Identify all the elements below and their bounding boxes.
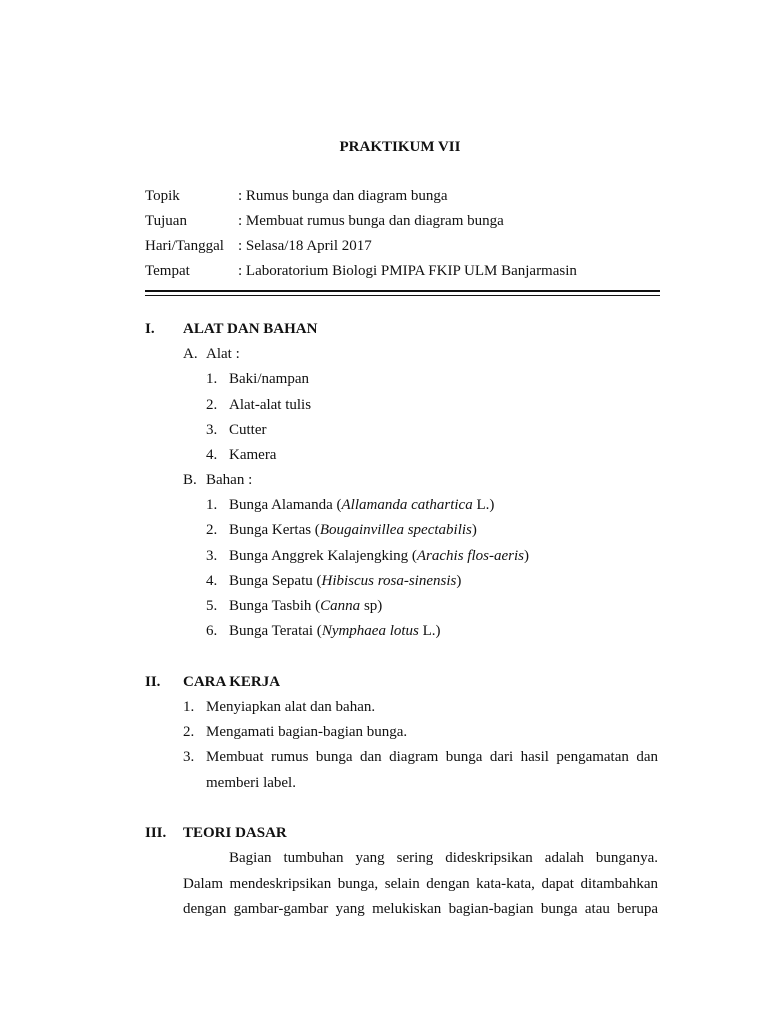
alat-item-number: 4.	[206, 447, 218, 463]
bahan-item-suffix: sp)	[360, 598, 383, 614]
section-3-title: TEORI DASAR	[183, 825, 287, 841]
bahan-item-name: Bunga Kertas (	[229, 522, 320, 538]
meta-value-hari-tanggal: : Selasa/18 April 2017	[238, 238, 372, 254]
bahan-item-suffix: L.)	[418, 623, 441, 639]
alat-item-text: Kamera	[229, 447, 277, 463]
step-text: Menyiapkan alat dan bahan.	[206, 699, 376, 715]
bahan-item-number: 3.	[206, 548, 218, 564]
step-number: 1.	[183, 699, 195, 715]
meta-label-topik: Topik	[145, 188, 180, 204]
bahan-item-number: 1.	[206, 497, 218, 513]
section-2-title: CARA KERJA	[183, 674, 281, 690]
paragraph-line: Dalam mendeskripsikan bunga, selain dengan kata-kata, dapat ditambahkan	[183, 876, 658, 892]
bahan-item	[229, 522, 477, 539]
bahan-item-name: Bunga Anggrek Kalajengking (	[229, 548, 417, 564]
section-2-number: II.	[145, 674, 161, 690]
bahan-item	[229, 573, 461, 590]
alat-label: Alat :	[206, 346, 240, 362]
paragraph-line: dengan gambar-gambar yang melukiskan bagian-bagian bunga atau berupa	[183, 901, 658, 917]
step-number: 3.	[183, 749, 195, 765]
header-divider-thick	[145, 290, 660, 292]
header-divider-thin	[145, 295, 660, 296]
bahan-item-number: 6.	[206, 623, 218, 639]
alat-item-number: 3.	[206, 422, 218, 438]
alat-item-text: Baki/nampan	[229, 371, 309, 387]
page-title: PRAKTIKUM VII	[339, 139, 461, 155]
bahan-item-name: Bunga Sepatu (	[229, 573, 322, 589]
bahan-label: Bahan :	[206, 472, 253, 488]
bahan-item-number: 5.	[206, 598, 218, 614]
meta-label-tujuan: Tujuan	[145, 213, 187, 229]
bahan-item-name: Bunga Alamanda (	[229, 497, 342, 513]
bahan-item-suffix: )	[456, 573, 462, 589]
bahan-item-suffix: )	[471, 522, 477, 538]
paragraph-line: Bagian tumbuhan yang sering dideskripsikan adalah bunganya.	[229, 850, 658, 866]
bahan-item	[229, 548, 529, 565]
meta-value-topik: : Rumus bunga dan diagram bunga	[238, 188, 448, 204]
bahan-item-name: Bunga Tasbih (	[229, 598, 321, 614]
alat-item-text: Cutter	[229, 422, 267, 438]
alat-item-text: Alat-alat tulis	[229, 397, 312, 413]
bahan-item-scientific-name: Nymphaea lotus	[321, 623, 419, 639]
bahan-item-scientific-name: Arachis flos-aeris	[416, 548, 524, 564]
alat-item-number: 2.	[206, 397, 218, 413]
step-number: 2.	[183, 724, 195, 740]
meta-value-tempat: : Laboratorium Biologi PMIPA FKIP ULM Banjarmasin	[238, 263, 577, 279]
meta-value-tujuan: : Membuat rumus bunga dan diagram bunga	[238, 213, 504, 229]
section-3-number: III.	[145, 825, 167, 841]
bahan-item-scientific-name: Hibiscus rosa-sinensis	[321, 573, 457, 589]
bahan-letter: B.	[183, 472, 197, 488]
section-1-title: ALAT DAN BAHAN	[183, 321, 318, 337]
bahan-item	[229, 497, 494, 514]
bahan-item-scientific-name: Bougainvillea spectabilis	[319, 522, 472, 538]
bahan-item-number: 4.	[206, 573, 218, 589]
alat-item-number: 1.	[206, 371, 218, 387]
section-1-number: I.	[145, 321, 155, 337]
bahan-item-scientific-name: Canna	[320, 598, 361, 614]
step-text: Mengamati bagian-bagian bunga.	[206, 724, 408, 740]
bahan-item	[229, 623, 441, 640]
alat-letter: A.	[183, 346, 198, 362]
bahan-item-name: Bunga Teratai (	[229, 623, 322, 639]
bahan-item-number: 2.	[206, 522, 218, 538]
meta-label-tempat: Tempat	[145, 263, 190, 279]
bahan-item-suffix: L.)	[472, 497, 495, 513]
bahan-item-suffix: )	[523, 548, 529, 564]
step-text-continuation: memberi label.	[206, 775, 296, 791]
step-text: Membuat rumus bunga dan diagram bunga dari hasil pengamatan dan	[206, 749, 658, 765]
bahan-item-scientific-name: Allamanda cathartica	[341, 497, 473, 513]
meta-label-hari-tanggal: Hari/Tanggal	[145, 238, 224, 254]
bahan-item	[229, 598, 382, 615]
